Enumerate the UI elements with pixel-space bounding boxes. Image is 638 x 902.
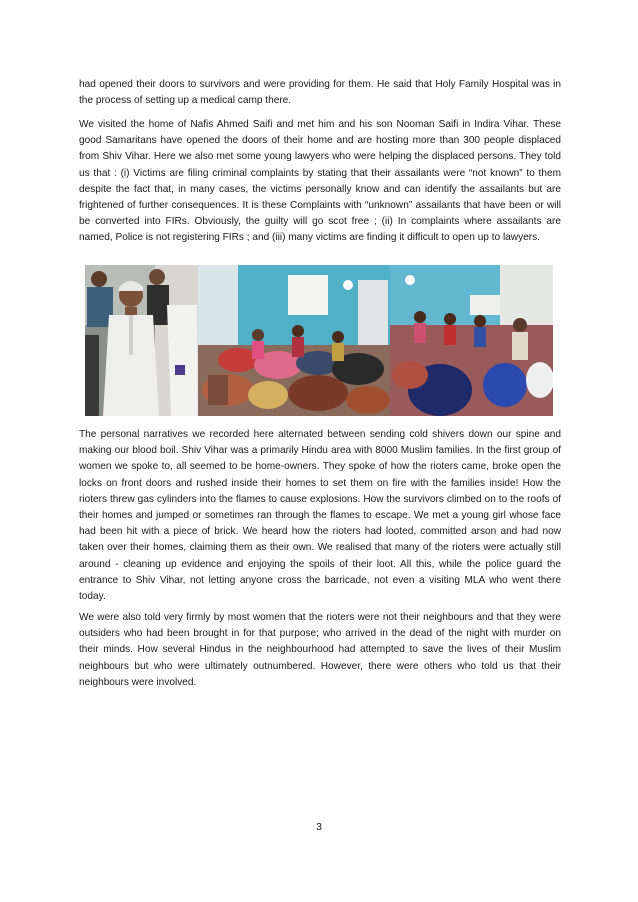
paragraph-4: We were also told very firmly by most women that the rioters were not their neighbours and that they were outsiders who had been brought in for that purpose; who arrived in the dead of the night with murder on their minds. How several Hindus in the neighbourhood had attempted to save the lives of their Muslim neighbours but who were ultimately outnumbered. However, there were others who told us that their neighbours were involved. [79,612,561,688]
page-number: 3 [316,821,322,833]
photo-men-standing [85,265,198,416]
photo-women-room [390,265,553,416]
photo-strip [85,265,553,416]
photo-crowded-room [198,265,390,416]
paragraph-3: The personal narratives we recorded here alternated between sending cold shivers down our spine and making our blood boil. Shiv Vihar was a primarily Hindu area with 8000 Muslim families. In the first group of women we spoke to, all seemed to be home-owners. They spoke of how the rioters came, broke open the locks on front doors and rushed inside their homes to set them on fire with the families inside! How the rioters threw gas cylinders into the flames to cause explosions. How the survivors climbed on to the roofs of their homes and jumped or sometimes ran through the flames to escape. We met a young girl whose face had been hit with a piece of brick. We heard how the rioters had looted, committed arson and had now taken over their homes, claiming them as their own. We realised that many of the rioters were actually still around - cleaning up evidence and enjoying the spoils of their loot. All this, while the police guard the entrance to Shiv Vihar, not letting anyone cross the barricade, not even a visiting MLA who went there today. [79,429,561,603]
paragraph-1: had opened their doors to survivors and were providing for them. He said that Holy Family Hospital was in the process of setting up a medical camp there. [79,79,561,107]
paragraph-2: We visited the home of Nafis Ahmed Saifi and met him and his son Nooman Saifi in Indira Vihar. These good Samaritans have opened the doors of their home and are hosting more than 300 people displaced from Shiv Vihar. Here we also met some young lawyers who were helping the displaced persons. They told us that : (i) Victims are filing criminal complaints by stating that their assailants were “not known” to them despite the fact that, in many cases, the victims personally know and can identify the assailants but are frightened of further consequences. It is these Complaints with “unknown” assailants that have been or will be converted into FIRs. Obviously, the guilty will go scot free ; (ii) In complaints where assailants are named, Police is not registering FIRs ; and (iii) many victims are finding it difficult to open up to lawyers. [79,119,561,244]
